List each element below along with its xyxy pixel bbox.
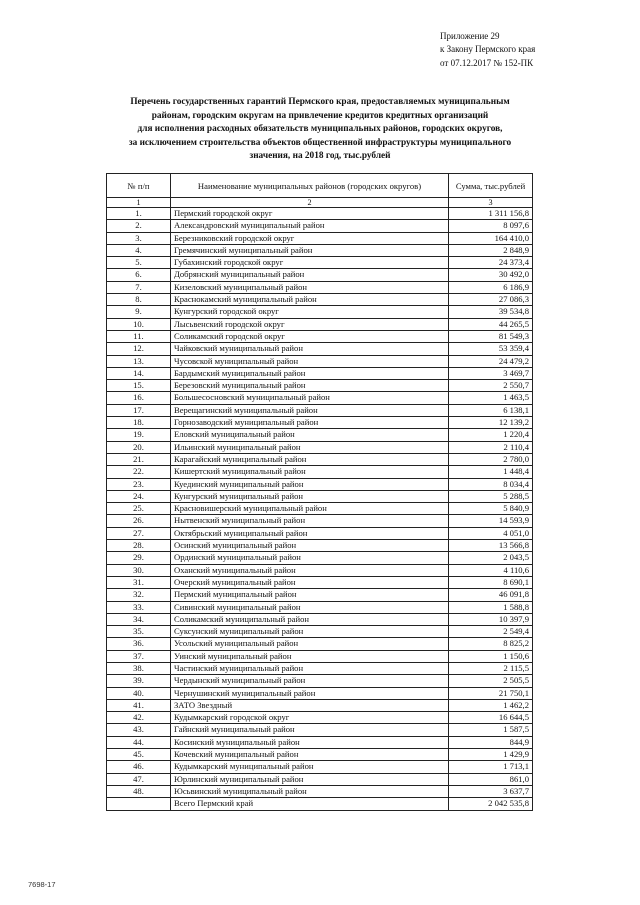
row-name: Усольский муниципальный район [171,638,449,650]
row-name: Березниковский городской округ [171,232,449,244]
row-number: 37. [107,650,171,662]
table-row [107,490,533,502]
row-number: 7. [107,281,171,293]
row-sum: 2 043,5 [449,552,533,564]
row-number: 36. [107,638,171,650]
row-number: 6. [107,269,171,281]
row-sum: 8 097,6 [449,220,533,232]
row-name: Гайнский муниципальный район [171,724,449,736]
row-number: 39. [107,675,171,687]
row-name: Верещагинский муниципальный район [171,404,449,416]
table-row [107,724,533,736]
table-row [107,367,533,379]
row-sum: 1 462,2 [449,699,533,711]
table-row [107,318,533,330]
row-sum: 1 463,5 [449,392,533,404]
row-number: 9. [107,306,171,318]
table-row [107,232,533,244]
table-row [107,552,533,564]
row-sum: 44 265,5 [449,318,533,330]
total-num-cell [107,798,171,810]
row-number: 42. [107,712,171,724]
row-sum: 3 637,7 [449,785,533,797]
title-line: районам, городским округам на привлечение кредитов кредитных организаций [151,110,489,121]
row-sum: 21 750,1 [449,687,533,699]
row-number: 20. [107,441,171,453]
table-header-row [107,174,533,198]
table-row [107,281,533,293]
appendix-line: к Закону Пермского края [440,44,536,55]
row-number: 12. [107,343,171,355]
row-name: Чердынский муниципальный район [171,675,449,687]
table-row [107,392,533,404]
row-number: 16. [107,392,171,404]
row-number: 11. [107,330,171,342]
row-name: Нытвенский муниципальный район [171,515,449,527]
table-row [107,613,533,625]
row-name: Еловский муниципальный район [171,429,449,441]
row-number: 47. [107,773,171,785]
row-name: Кунгурский городской округ [171,306,449,318]
row-name: Кунгурский муниципальный район [171,490,449,502]
row-name: Бардымский муниципальный район [171,367,449,379]
row-name: Юрлинский муниципальный район [171,773,449,785]
table-row [107,773,533,785]
row-name: Частинский муниципальный район [171,662,449,674]
row-sum: 2 848,9 [449,244,533,256]
table-body [107,208,533,798]
table-row [107,675,533,687]
row-sum: 4 051,0 [449,527,533,539]
table-row [107,662,533,674]
table-row [107,626,533,638]
row-sum: 164 410,0 [449,232,533,244]
row-name: Соликамский муниципальный район [171,613,449,625]
row-sum: 30 492,0 [449,269,533,281]
row-number: 35. [107,626,171,638]
table-row [107,208,533,220]
row-number: 41. [107,699,171,711]
row-sum: 24 373,4 [449,257,533,269]
row-sum: 1 311 156,8 [449,208,533,220]
row-sum: 1 429,9 [449,749,533,761]
row-sum: 4 110,6 [449,564,533,576]
row-name: Сивинский муниципальный район [171,601,449,613]
row-sum: 1 220,4 [449,429,533,441]
table-row [107,355,533,367]
table-row [107,638,533,650]
row-sum: 2 115,5 [449,662,533,674]
row-name: Добрянский муниципальный район [171,269,449,281]
row-name: Пермский муниципальный район [171,589,449,601]
row-sum: 6 186,9 [449,281,533,293]
table-row [107,564,533,576]
table-row [107,429,533,441]
row-sum: 1 588,8 [449,601,533,613]
row-number: 3. [107,232,171,244]
row-sum: 24 479,2 [449,355,533,367]
row-name: Соликамский городской округ [171,330,449,342]
row-number: 43. [107,724,171,736]
table-row [107,453,533,465]
row-number: 34. [107,613,171,625]
table-row [107,478,533,490]
row-sum: 2 110,4 [449,441,533,453]
row-name: Александровский муниципальный район [171,220,449,232]
row-sum: 1 587,5 [449,724,533,736]
row-name: Чайковский муниципальный район [171,343,449,355]
total-label: Всего Пермский край [171,798,449,810]
row-name: Гремячинский муниципальный район [171,244,449,256]
row-number: 4. [107,244,171,256]
table-row [107,441,533,453]
table-row [107,576,533,588]
row-number: 31. [107,576,171,588]
row-sum: 8 825,2 [449,638,533,650]
table-row [107,220,533,232]
column-number: 1 [107,198,171,208]
row-number: 30. [107,564,171,576]
row-sum: 53 359,4 [449,343,533,355]
row-name: Красновишерский муниципальный район [171,503,449,515]
row-name: Краснокамский муниципальный район [171,294,449,306]
table-row [107,515,533,527]
row-name: Октябрьский муниципальный район [171,527,449,539]
row-name: Оханский муниципальный район [171,564,449,576]
row-sum: 46 091,8 [449,589,533,601]
header-name: Наименование муниципальных районов (городских округов) [171,174,449,198]
table-row [107,503,533,515]
row-sum: 6 138,1 [449,404,533,416]
row-sum: 5 288,5 [449,490,533,502]
row-sum: 27 086,3 [449,294,533,306]
row-name: Большесосновский муниципальный район [171,392,449,404]
row-number: 18. [107,417,171,429]
table-row [107,294,533,306]
row-name: Ординский муниципальный район [171,552,449,564]
row-name: Карагайский муниципальный район [171,453,449,465]
row-name: Осинский муниципальный район [171,540,449,552]
table-row [107,257,533,269]
table-row [107,244,533,256]
row-number: 25. [107,503,171,515]
row-number: 32. [107,589,171,601]
title-line: за исключением строительства объектов общественной инфраструктуры муниципального [128,137,512,148]
row-sum: 861,0 [449,773,533,785]
row-sum: 14 593,9 [449,515,533,527]
row-name: Куединский муниципальный район [171,478,449,490]
row-number: 21. [107,453,171,465]
column-number: 3 [449,198,533,208]
row-name: Горнозаводский муниципальный район [171,417,449,429]
table-row [107,466,533,478]
row-sum: 39 534,8 [449,306,533,318]
row-sum: 1 150,6 [449,650,533,662]
table-row [107,527,533,539]
document-title [60,96,580,164]
row-number: 48. [107,785,171,797]
row-number: 28. [107,540,171,552]
title-line: значения, на 2018 год, тыс.рублей [249,151,391,162]
row-sum: 2 780,0 [449,453,533,465]
row-sum: 81 549,3 [449,330,533,342]
row-name: Кочевский муниципальный район [171,749,449,761]
row-sum: 2 549,4 [449,626,533,638]
row-number: 19. [107,429,171,441]
row-name: Кизеловский муниципальный район [171,281,449,293]
row-sum: 8 690,1 [449,576,533,588]
row-number: 2. [107,220,171,232]
column-number: 2 [171,198,449,208]
title-line: Перечень государственных гарантий Пермского края, предоставляемых муниципальным [130,97,510,107]
row-name: ЗАТО Звездный [171,699,449,711]
row-number: 23. [107,478,171,490]
appendix-header [440,30,630,70]
header-num: № п/п [107,174,171,198]
row-sum: 16 644,5 [449,712,533,724]
row-name: Уинский муниципальный район [171,650,449,662]
row-number: 15. [107,380,171,392]
row-number: 1. [107,208,171,220]
row-sum: 5 840,9 [449,503,533,515]
table-row [107,417,533,429]
table-row [107,404,533,416]
table-row [107,736,533,748]
row-name: Суксунский муниципальный район [171,626,449,638]
row-sum: 13 566,8 [449,540,533,552]
table-row [107,269,533,281]
row-number: 38. [107,662,171,674]
table-row [107,761,533,773]
row-number: 27. [107,527,171,539]
row-name: Юсьвинский муниципальный район [171,785,449,797]
table-row [107,785,533,797]
row-number: 24. [107,490,171,502]
row-sum: 10 397,9 [449,613,533,625]
table-row [107,650,533,662]
table-row [107,343,533,355]
row-name: Кудымкарский городской округ [171,712,449,724]
row-sum: 2 505,5 [449,675,533,687]
row-sum: 1 713,1 [449,761,533,773]
row-number: 10. [107,318,171,330]
table-row [107,380,533,392]
table-row [107,749,533,761]
row-number: 26. [107,515,171,527]
row-name: Косинский муниципальный район [171,736,449,748]
row-number: 33. [107,601,171,613]
row-name: Очерский муниципальный район [171,576,449,588]
row-number: 17. [107,404,171,416]
row-name: Пермский городской округ [171,208,449,220]
table-row [107,306,533,318]
appendix-line: Приложение 29 [440,31,500,41]
total-sum: 2 042 535,8 [449,798,533,810]
table-row [107,540,533,552]
title-line: для исполнения расходных обязательств муниципальных районов, городских округов, [137,124,503,135]
row-sum: 3 469,7 [449,367,533,379]
row-sum: 2 550,7 [449,380,533,392]
row-name: Чернушинский муниципальный район [171,687,449,699]
document-code: 7698-17 [28,880,56,889]
row-name: Ильинский муниципальный район [171,441,449,453]
row-sum: 1 448,4 [449,466,533,478]
row-sum: 8 034,4 [449,478,533,490]
row-name: Чусовской муниципальный район [171,355,449,367]
appendix-line: от 07.12.2017 № 152-ПК [440,57,534,68]
guarantees-table [106,173,533,811]
row-name: Кишертский муниципальный район [171,466,449,478]
row-number: 22. [107,466,171,478]
table-row [107,601,533,613]
row-number: 13. [107,355,171,367]
table-row [107,330,533,342]
row-number: 44. [107,736,171,748]
row-number: 29. [107,552,171,564]
table-row [107,687,533,699]
header-sum: Сумма, тыс.рублей [449,174,533,198]
row-number: 46. [107,761,171,773]
total-row [107,798,533,810]
row-number: 5. [107,257,171,269]
row-number: 40. [107,687,171,699]
column-numbers-row [107,198,533,208]
row-number: 14. [107,367,171,379]
row-number: 8. [107,294,171,306]
row-name: Лысьвенский городской округ [171,318,449,330]
row-number: 45. [107,749,171,761]
table-row [107,699,533,711]
table-row [107,712,533,724]
row-sum: 12 139,2 [449,417,533,429]
row-name: Губахинский городской округ [171,257,449,269]
row-name: Березовский муниципальный район [171,380,449,392]
table-row [107,589,533,601]
row-name: Кудымкарский муниципальный район [171,761,449,773]
row-sum: 844,9 [449,736,533,748]
